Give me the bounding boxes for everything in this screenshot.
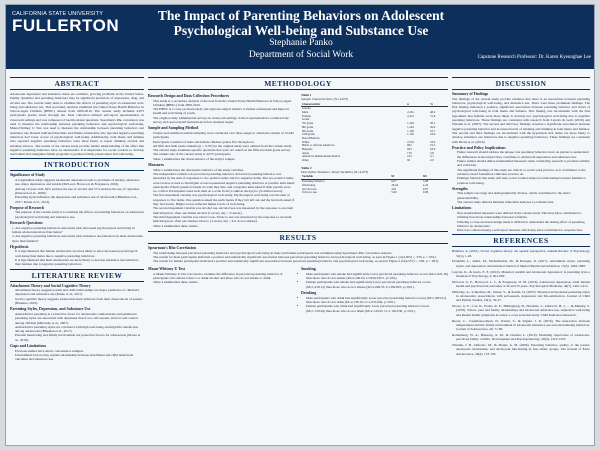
column-right [452, 75, 590, 441]
table-cell: Black or African American [302, 143, 335, 148]
reference-item: Moore, G. F., Cox, R., Evans, R. E., Hallingberg, B., Hawkins, J., Littlecott, H. J., ... & Murphy, S. (2018). School, peer and family relationships and adolescent substance use, subjective well-being and mental health symptoms in wales: a cross sectional study. Child Indicators Research. [452, 304, 590, 317]
list-item: 2. Are negative parenting behaviors associated with substance use behaviors in male adolescents more than females? [12, 234, 143, 243]
gaps-list [10, 349, 144, 362]
mann-whitney-list [148, 272, 295, 285]
logo-university-name: FULLERTON [12, 16, 120, 35]
poster-title [141, 8, 461, 38]
table-cell: Male [302, 110, 309, 114]
list-item: • Participants consisted of male and female children grades five through ten. [153, 140, 295, 144]
drinking-title: Drinking [301, 291, 317, 296]
hypothesis-title: Hypothesis [10, 244, 29, 249]
list-item: • The third dependent variable was tobacco use. Tobacco use was measured by the response to one item indicating how often one smokes tobacco (1=every day ~ 6=I do not smoke). [153, 215, 295, 224]
strengths-list [452, 191, 590, 204]
table-cell: 0.98 [422, 190, 429, 195]
references-heading: REFERENCES [452, 234, 590, 247]
list-item: • Parental monitoring and family involvement are protective factors for adolescents (Moore et al., 2018). [15, 333, 144, 342]
list-item: • Female participants who drink had significantly lower perceived parenting behavior scores (M=1,729.26) than those who do not drink (M=2,145.93, U=1,192,630, p<.001). [306, 304, 448, 313]
reference-item: Luyckx, K., & Goris, E. E. (2010). Maternal warmth and adolescent depression: Is parenting style a moderator? Psychology, 4, 601-609. [452, 269, 590, 278]
list-item: • Attachment theory suggests parent and child relationships are major predictors of children's depression and substance use (Panko et al., 2017). [15, 288, 144, 297]
list-item: • Authoritative parenting is a protective factor for adolescents; authoritarian and permissive parenting styles are associated with depressed mood, low self-esteem, and low self-control among children (Milevsky et al., 2007). [15, 312, 144, 325]
table-cell: 7th grade [302, 121, 314, 126]
strengths-title: Strengths [452, 186, 468, 191]
table-cell: Tobacco use [302, 190, 317, 195]
significance-list [10, 178, 144, 204]
author-name: Stephanie Panko [269, 38, 333, 48]
table-cell: 176 [407, 150, 412, 155]
smoking-list [301, 272, 448, 289]
table-cell: 3.1 [430, 154, 434, 159]
list-item: • Female participants who smoke had significantly lower perceived parenting behavior scores (M=1,618.15) than those who do not smoke (M=2,099.33, U=582,803, p<.001). [306, 280, 448, 289]
table-cell: 5.69 [391, 190, 397, 195]
summary-title: Summary of Findings [452, 92, 489, 96]
table-cell: 1,102 [407, 132, 414, 137]
table-row [301, 191, 448, 195]
reference-item: Milevsky, A., Schlechter, M., Netter, S., & Keehn, D. (2007). Maternal and paternal parenting styles in adolescents: Associations with self-esteem, depression and life-satisfaction. Journal of Child and Family Studies, 16(1), 39-47. [452, 289, 590, 303]
practice-list [452, 150, 590, 184]
table-cell: Asian [302, 150, 309, 155]
table-cell: Female [302, 113, 311, 118]
list-item: • The original study administered surveys in classroom settings. School representatives conducted the survey and read scripted instructions before students began. [153, 116, 295, 125]
mann-whitney-section [148, 265, 295, 314]
table-cell: 8th grade [302, 124, 314, 129]
attachment-theory-list [10, 288, 144, 305]
significance-title: Significance of Study [10, 173, 46, 178]
university-logo [12, 11, 134, 43]
table-cell: Hispanic [302, 147, 313, 152]
table-cell: 902 [407, 143, 412, 148]
spearman-title: Spearman's Rho Correlation [148, 246, 196, 251]
research-questions-list [10, 226, 144, 243]
list-item: • Utilizing a cross-sectional design made it difficult to understand the lasting effect of parenting behavior on adolescents. [457, 220, 590, 229]
references-list [452, 249, 590, 356]
capstone-professor: Capstone Research Professor: Dr. Karen Kyeunghae Lee [477, 55, 591, 60]
table-cell: 3.8 [430, 150, 434, 155]
table-cell: 19.3 [430, 143, 436, 148]
attachment-theory-title: Attachment Theory and Social Cognitive Theory [10, 283, 91, 288]
table-cell: 92 [407, 158, 411, 163]
mann-whitney-title: Mann-Whitney U Test [148, 267, 185, 272]
list-item: • Data was collected using a self-report measure which may have contributed to response bias. [457, 228, 590, 232]
list-item: • A longitudinal study suggests adolescent depression leads to problems of anxiety, substance use, major depression, and suicide (McLeod, Horwood, & Fergusson, 2016). [15, 178, 144, 187]
parenting-styles-title: Parenting Styles, Depression, and Substance Use [10, 307, 91, 312]
list-item: • All fifth and sixth grade students (n = 3,767) in the original study were omitted from the current study. The current study examines specific questions that were not asked on the fifth and sixth grade survey. The sample size of the current study is 4,675 participants. [153, 144, 295, 157]
table-cell: 0.97 [422, 186, 429, 191]
poster-header [6, 5, 594, 69]
table-cell: 1,220 [407, 121, 414, 126]
practice-title: Practice and Policy Implications [452, 145, 506, 150]
drinking-list [301, 296, 448, 313]
table-cell: 4.61 [391, 186, 397, 191]
list-item: • Future studies should utilize standardized measures when conducting research to promote reliable and valid data. [457, 159, 590, 168]
measures-title: Measures [148, 163, 164, 168]
list-item: • It is hypothesized that male adolescents are more likely to develop substance use behaviors than females due to negative parenting behaviors. [15, 258, 144, 267]
table-cell: Alcohol use [302, 186, 317, 191]
table-cell: 1,244 [407, 124, 414, 129]
introduction-heading: INTRODUCTION [10, 158, 144, 171]
reference-item: Wissink, I. B., Dekovic, M., & Meijer, A. M. (2006). Parenting behavior, quality of the parent-adolescent relationship, and adolescent functioning in four ethnic groups. The Journal of Early Adolescence, 26(2), 133-159. [452, 343, 590, 356]
discussion-heading: DISCUSSION [452, 77, 590, 90]
abstract-text: Adolescent depression and substance abuse are common, growing problems in the United States. Family dynamics and parenting behaviors may be significant predictors of depression, drug, and alcohol use. The current study aims to examine the effects of parenting style on adolescent well-being and substance use. This secondary analysis examined the United States Health Behavior in School-Aged Children (HBSC) dataset from 2009-2010. The current study included 4,675 participants grades seven through ten. Data collection utilized self-report questionnaires in classroom settings and was composed of health-related questions. Spearman's Rho correlation was used to measure the relationship between parenting behaviors and psychological well-being. Mann-Whitney U Test was used to measure the relationship between parenting behaviors and substance use. Results indicated that male and female adolescents who reported negative parenting behaviors had lower scores of psychological well-being. Additionally, both males and females who reported negative parenting behaviors were more likely to report drinking alcohol and smoking tobacco. The results of the current study provide further understanding of the effect that negative parenting behaviors have on adolescents. It is imperative for social workers to develop curriculum and strengthen family programs to promote family preservation and well-being. [10, 92, 144, 157]
literature-review-heading: LITERATURE REVIEW [10, 269, 144, 282]
table1-subtitle: Sample Characteristics (N=4,675) [301, 97, 349, 102]
summary-text: The findings of the current study provide evidence that there is an association between parenting behaviors, psychological well-being, and substance use. There were three prominent findings. The first finding indicated a positive, significant association between parenting behavior and levels of psychological well-being in both males and females. This finding was inconsistent with the first hypothesis that females were more likely to develop low psychological well-being due to negative parenting behaviors. These findings are consistent with research from Luyckx & Goris (2010) and Wissink et al. (2007). The second and third key findings revealed a significant association between negative parenting behavior and increased levels of smoking and drinking in both males and females. The second and third findings are inconsistent with the hypothesis that males are more likely to develop substance use behaviors due to negative parenting behaviors. These findings are consistent with Rioux et al. (2016). [452, 96, 590, 144]
table-cell: 53.9 [430, 139, 436, 144]
table-cell: White [302, 139, 310, 144]
poster [5, 4, 595, 446]
reference-item: McLeod, G. F., Horwood, L. J., & Fergusson, D. M. (2016). Adolescent depression, adult mental health and psychosocial outcomes at 30 and 35 years. Psychological Medicine, 46(7), 1401-1412. [452, 279, 590, 288]
list-item: • This study is a secondary analysis of the data from the United States Health Behavior in School-Aged Children (HBSC) from 2009-2010. [153, 99, 295, 108]
logo-university-system: CALIFORNIA STATE UNIVERSITY [12, 11, 104, 17]
list-item: • The independent variable was perceived parenting behavior. Perceived parenting behavior was measured by the sum of responses to two positive items and two negative items. The two positive items were reverse scored so that higher scores represented negative parenting behavior. A positive item asked participants if their parents let them do what they like, and a negative item asked if their parents were too critical. Participants rated each item on a scale from (1=almost always) to (5=almost never). [153, 172, 295, 193]
table-row [301, 159, 448, 163]
table1-header: n [406, 103, 429, 107]
table-cell: 10th grade [302, 132, 315, 137]
list-item: • The first dependent variable was psychological well-being. Psychological well-being was the sum of responses to five items. One question asked the participants if they felt left out and the last item asked if they feel lonely. Higher scores reflected higher levels of well-being. [153, 193, 295, 206]
list-item: • Unexamined factors may explain relationship between attachment and child behavioral outcomes and substance use. [15, 353, 144, 362]
table-cell: 9.07 [391, 179, 397, 184]
table-cell: 1,109 [407, 128, 414, 133]
table-cell: 3.08 [422, 179, 429, 184]
limitations-list [452, 211, 590, 232]
substance-results-section [301, 265, 448, 314]
table-cell: Other [302, 158, 309, 163]
sample-title: Sample and Sampling Method [148, 126, 199, 131]
table-cell: 18.0 [430, 147, 436, 152]
list-item: • Table 2 summarizes the descriptive statistics of the study variables. [153, 168, 295, 172]
reference-item: Bandura, A. (2001). Social cognitive theory: An agentic perspective. Annual Review of Psychology, 52(1), 1-26. [452, 249, 590, 258]
list-item: • Male participants who smoke had significantly lower perceived parenting behavior scores (M=1,922.16) than those who do not smoke (M=2,100.63, U=959,320.5, p<.001). [306, 272, 448, 281]
list-item: • Cluster and stratified random sampling were conducted over three stages to obtain the sample of 12,642 participants. [153, 131, 295, 140]
table-cell: 18.44 [391, 182, 399, 187]
table-cell: Grade [302, 117, 310, 122]
title-line-1: The Impact of Parenting Behaviors on Adolescent [157, 8, 445, 23]
list-item: • Non-standardized measures were utilized in the current study. This may have contributed to inflating inaccurate relationships between variables. [457, 211, 590, 220]
list-item: 1. Are negative parenting behaviors associated with decreased psychological well-being in female adolescents more than males? [12, 225, 135, 234]
table-cell: 2,519 [407, 139, 414, 144]
list-item: • The significant findings of this study are critical to social work practice, as it contributes to the evidence-based foundation clinicians practice on. [457, 168, 590, 177]
table-cell: 4.42 [422, 182, 429, 187]
results-heading: RESULTS [148, 231, 448, 244]
table-cell: 9th grade [302, 128, 314, 133]
table-cell: Race/Ethnicity [302, 135, 320, 140]
list-item: • Parenting styles influence the depression and substance use of adolescents (Bhushan et al., 2017; Parent et al., 2014). [15, 195, 144, 204]
list-item: • The current study utilized multiple inferential analyses to evaluate data. [457, 200, 590, 204]
design-list [148, 99, 295, 125]
column-middle [148, 75, 448, 441]
table-cell: 23.6 [430, 132, 436, 137]
list-item: • The HBSC is a cross-sectional study and explores subject matters to further understand and improve health and well-being of youth. [153, 107, 295, 116]
table-cell: 2.0 [430, 158, 434, 163]
table-cell: Gender [302, 106, 311, 111]
title-line-2: Psychological Well-being and Substance Use [173, 23, 429, 38]
list-item: • The purpose of the current study is to examine the effects of parenting behaviors on adolescent psychological well-being and substance use. [15, 210, 144, 219]
list-item: • Table 1 summarizes the characteristics of the study's sample. [153, 157, 295, 161]
hypothesis-list [10, 249, 144, 266]
list-item: • This sample was large and demographically diverse, which contributed to the data's generalizability. [457, 191, 590, 200]
methodology-text [148, 92, 295, 229]
parenting-styles-list [10, 312, 144, 342]
list-item: • Previous studies have small, convenience samples. [15, 349, 144, 353]
table2-header: M [390, 175, 422, 179]
purpose-title: Purpose of Research [10, 205, 45, 210]
list-item: • Table 4 summarizes these results. [153, 224, 295, 228]
column-left [10, 75, 144, 441]
methodology-tables [301, 92, 448, 229]
research-questions-title: Research Questions [10, 221, 43, 226]
abstract-heading: ABSTRACT [10, 77, 144, 90]
table2-header: SD [422, 175, 448, 179]
table-cell: Well-being [302, 182, 316, 187]
table1-header: Characteristic [301, 103, 406, 107]
list-item: • The second dependent variable was alcohol use. Alcohol use was measured by the response to one item indicating how often one drinks alcohol (1=every day ~ 5=never). [153, 206, 295, 215]
table-cell: 48.4 [430, 110, 436, 114]
spearman-list [148, 251, 448, 264]
reference-item: Rothenberg, W. A., Hussong, A. M., & Chassin, L. (2016). Modeling trajectories of adolescent-perceived family conflict. Development and Psychopathology, 28(4), 1219-1233. [452, 332, 590, 342]
table-cell: 26.1 [430, 121, 436, 126]
table-cell: American Indian/Alaska Native [302, 154, 341, 159]
list-item: • Table 4 summarizes these results. [153, 280, 295, 284]
table-cell: 23.7 [430, 128, 436, 133]
list-item: • Findings found in this study will help social workers improve relationships between families to promote well-being. [457, 176, 590, 185]
methodology-heading: METHODOLOGY [148, 77, 448, 90]
department-name: Department of Social Work [248, 50, 354, 60]
list-item: • A Mann-Whitney U Test was used to examine the difference in perceived parenting behavior of participants who smoke tobacco or drink alcohol and those who do not smoke or drink. [153, 272, 295, 281]
table2-subtitle: Descriptive Statistics: Study Variables (N=4,675) [301, 170, 369, 175]
reference-item: Ebrahimi, L., Amiri, M., Mohamadlou, M., & Rezapur, R. (2017). Attachment styles, parenting styles, and depression. International Journal of Mental Health and Addiction, 15(5), 1064-1068. [452, 259, 590, 268]
list-item: • It is hypothesized that female adolescents are more likely to have decreased psychological well-being than males due to negative parenting behaviors. [15, 249, 144, 258]
table-cell: 143 [407, 154, 412, 159]
list-item: • Social cognitive theory suggests adolescents learn behavior from their observations of parents (Bandura, 2001). [15, 297, 144, 306]
table-cell: 2,414 [407, 113, 414, 118]
list-item: • The results for male participants indicated a positive and statistically significant association between perceived parenting behavior and psychological well-being, as seen in Figure 1 (rs(4,505) = .335, p < .001). [153, 255, 448, 259]
list-item: • Authoritative parenting styles are correlated with high well-being and high life satisfaction among adolescents (Bhushan et al., 2017). [15, 325, 144, 334]
table1-caption: Table 1 [301, 93, 312, 97]
smoking-title: Smoking [301, 267, 316, 272]
table2-header: Variable [301, 175, 390, 179]
descriptive-statistics-table [301, 175, 448, 195]
list-item: • The relationship between perceived parenting behaviors and psychological well-being in male and female participants was examined using Spearman's Rho correlation analysis. [153, 251, 448, 255]
table2-caption: Table 2 [301, 165, 312, 170]
table-cell: 51.6 [430, 113, 436, 118]
limitations-title: Limitations [452, 206, 472, 211]
table-cell: 2,261 [407, 110, 414, 114]
gaps-title: Gaps and Limitations [10, 344, 47, 349]
purpose-list [10, 210, 144, 219]
design-title: Research Design and Data Collection Procedures [148, 94, 230, 98]
table-cell: 843 [407, 147, 412, 152]
sample-characteristics-table [301, 103, 448, 163]
list-item: • Future research should address the unique role parenting behaviors have on gender to understand the differences in the impact they contribute to adolescent depression and substance use. [457, 150, 590, 159]
sample-list [148, 131, 295, 161]
reference-item: Rioux, C., Castellanos-Ryan, N., Parent, S., & Séguin, J. R. (2016). The interaction between temperament and the family environment in adolescent substance use and externalizing behaviors. Journal of Adolescence, 49, 71-80. [452, 318, 590, 332]
table-cell: Parenting behavior [302, 179, 325, 184]
list-item: • The results for female participants indicated a positive and statistically significant association between perceived parenting behavior and psychological well-being, as seen in Figure 2 (rs(4,557) = .256, p < .001). [153, 259, 448, 263]
measures-list [148, 168, 295, 228]
table-cell: 26.6 [430, 124, 436, 129]
table1-header: % [429, 103, 448, 107]
list-item: • Male participants who drink had significantly lower perceived parenting behavior scores (M=1,893.21) than those who do not drink (M=2,138.10, U=1,031,694, p<.001). [306, 296, 448, 305]
list-item: • Among 10-year-olds, 64% endorse the use of alcohol and 31% endorse the use of cigarettes (Donovan et al., 2009). [15, 187, 144, 196]
